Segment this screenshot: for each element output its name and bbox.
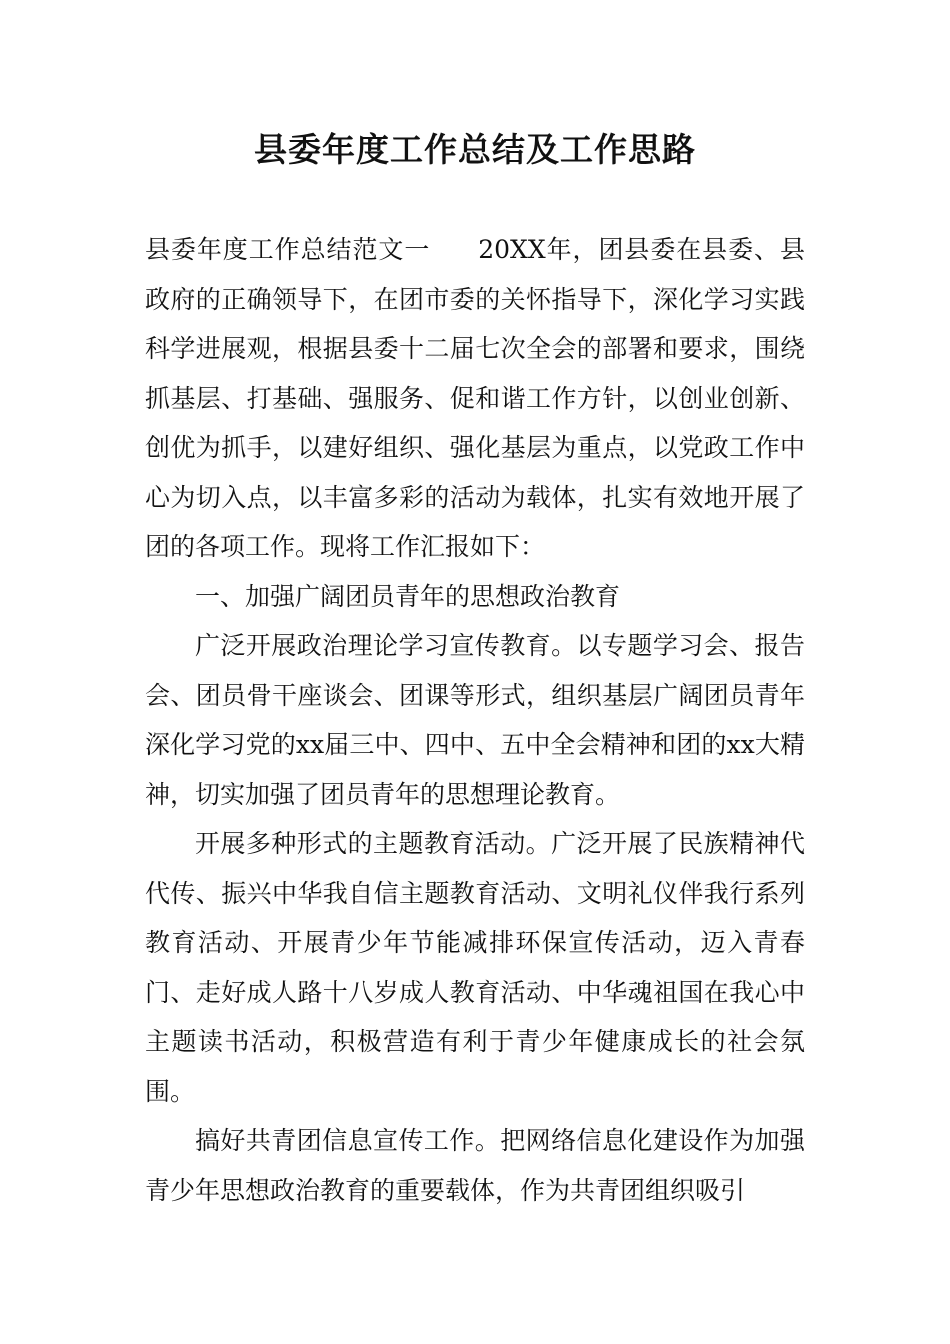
intro-text: 20XX年，团县委在县委、县政府的正确领导下，在团市委的关怀指导下，深化学习实践科学进展观，根据县委十二届七次全会的部署和要求，围绕抓基层、打基础、强服务、促和谐工作方针，以创业创新、创优为抓手，以建好组织、强化基层为重点，以党政工作中心为切入点，以丰富多彩的活动为载体，扎实有效地开展了团的各项工作。现将工作汇报如下： [145,235,805,561]
section-heading: 一、加强广阔团员青年的思想政治教育 [195,581,621,611]
intro-lead: 县委年度工作总结范文一 [145,235,431,264]
document-body [145,225,805,1215]
document-title: 县委年度工作总结及工作思路 [254,130,696,169]
body-paragraph-1: 广泛开展政治理论学习宣传教育。以专题学习会、报告会、团员骨干座谈会、团课等形式，组织基层广阔团员青年深化学习党的xx届三中、四中、五中全会精神和团的xx大精神，切实加强了团员青年的思想理论教育。 [145,631,805,809]
body-paragraph-2: 开展多种形式的主题教育活动。广泛开展了民族精神代代传、振兴中华我自信主题教育活动、文明礼仪伴我行系列教育活动、开展青少年节能减排环保宣传活动，迈入青春门、走好成人路十八岁成人教育活动、中华魂祖国在我心中主题读书活动，积极营造有利于青少年健康成长的社会氛围。 [145,829,805,1106]
body-paragraph-3: 搞好共青团信息宣传工作。把网络信息化建设作为加强青少年思想政治教育的重要载体，作为共青团组织吸引 [145,1126,805,1205]
intro-paragraph [145,225,805,572]
